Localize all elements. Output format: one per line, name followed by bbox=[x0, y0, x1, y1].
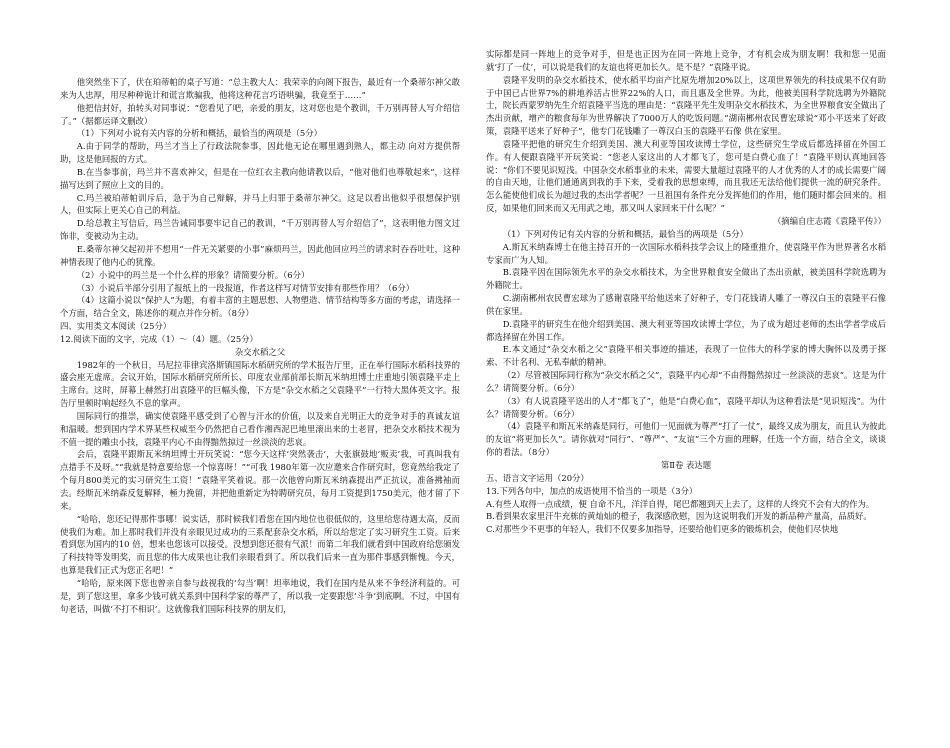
right-paragraph: B.看到果农家里汗牛充栋的黄灿灿的橙子，我深感欣慰，因为这说明我们开发的新品种产量高，品质好。 bbox=[486, 511, 872, 522]
right-paragraph: C.湖南郴州农民曹宏球为了感谢袁隆平给他送来了好种子，专门花钱请人雕了一尊汉白玉的袁隆平石像供在家里。 bbox=[486, 293, 886, 316]
right-paragraph: 五、语言文字运用（20分） bbox=[486, 472, 589, 483]
right-paragraph: （4）袁隆平和斯瓦米纳森是同行，可他们一见面就为尊严“打了一仗”，最终又成为朋友，而且认为彼此的友谊“将更加长久”。请你就对“同行”、“尊严”、“友谊”三个方面的理解，任选一个方面，结合全文，谈谈你的看法。（8分） bbox=[486, 421, 886, 458]
left-column bbox=[60, 0, 460, 748]
left-paragraph: 会后，袁隆平跟斯瓦米纳坦博士开玩笑说：“您今天这样‘突然袭击’，大张旗鼓地‘贩卖’我，可真叫我有点措手不及呀。”“我就是特意要给您一个惊喜呀！”“可我 1980年第一次应邀来合作研究时，您竟然给我定了个每月800美元的实习研究生工资！”袁隆平笑着说。那一次他曾向斯瓦米纳森提出严正抗议，准备拂袖而去。经斯瓦米纳森反复解释，極力挽留，并把他重新定为特聘研究员，每月工资提到1750美元，他才留了下来。 bbox=[60, 449, 460, 511]
right-paragraph: B.袁隆平因在国际领先水平的杂交水稻技术，为全世界粮食安全做出了杰出贡献，被美国科学院选聘为外籍院士。 bbox=[486, 267, 886, 291]
right-paragraph: C.对那些少不更事的年轻人，我们不仅要多加指导，还要给他们更多的锻炼机会，使他们尽快地 bbox=[486, 524, 839, 535]
right-paragraph: 实际都是同一阵地上的竞争对手，但是也正因为在同一阵地上竞争，才有机会成为朋友啊！我和您一见面就‘打了一仗’，可以说是我们的友谊也将更加长久。是不是？”袁隆平说。 bbox=[486, 49, 886, 72]
left-paragraph: D.给总教主写信后，玛兰告诫同事要牢记自己的教训，“千万别再替人写介绍信了”，这表明他力图文过饰非，变被动为主动。 bbox=[60, 218, 460, 242]
left-paragraph: 四、实用类文本阅读（25分） bbox=[60, 321, 172, 332]
right-paragraph: A.斯瓦米纳森博士在他主持召开的一次国际水稻科技学会议上的隆重推介，使袁隆平作为世界著名水稻专家而广为人知。 bbox=[486, 241, 886, 265]
left-paragraph: 他把信封好，拍转头对同事说：“您看见了吧，亲爱的朋友，这对您也是个教训，千万别再替人写介绍信了。”（据都运译文删改） bbox=[60, 102, 460, 126]
right-paragraph: 13.下列各句中，加点的成语使用不恰当的一项是（3分） bbox=[486, 485, 698, 496]
right-paragraph: 第Ⅱ卷 表达题 bbox=[660, 460, 712, 470]
right-paragraph: A.有些人取得一点成绩，便 自命不凡，洋洋自得，尾巴都翘到天上去了，这样的人终究不会有大的作为。 bbox=[486, 498, 875, 509]
left-paragraph: E.桑蒂尔神父起初并不想用“一件无关紧要的小事”麻烦玛兰，因此他回应玛兰的请求时吞吞吐吐，这种神情表现了他内心的犹豫。 bbox=[60, 243, 460, 267]
right-paragraph: （2）尽管被国际同行称为“杂交水稻之父”，袁隆平内心却“不由得黯然掠过一丝淡淡的悲哀”。这是为什么？请简要分析。（6分） bbox=[486, 370, 886, 393]
left-paragraph: 国际同行的推崇，确实使袁隆平感受到了心智与汗水的价值，以及来自光明正大的竞争对手的真诚友谊和温暖。想到国内学术界某些权威至今仍然把自己看作湘西泥巴地里滚出来的土老冒，把杂交水稻技术视为不值一提的雕虫小技，袁隆平内心不由得黯然掠过一丝淡淡的悲哀。 bbox=[60, 410, 460, 447]
left-paragraph: 12.阅读下面的文字，完成（1）～（4）题。（25分） bbox=[60, 333, 258, 344]
left-paragraph: “哈哈，原来阁下您也曾亲自参与歧视我的‘勾当’啊！坦率地说，我们在国内是从来不争经济利益的。可是，到了您这里，拿多少钱可就关系到中国科学家的尊严了，所以我一定要跟您‘斗争’到底啊。不过，中国有句老话，叫做‘不打不相识’。这就像我们国际科技界的朋友们， bbox=[60, 577, 460, 614]
left-paragraph: （4）这篇小说以“保护人”为题，有着丰富的主题思想、人物塑造、情节结构等多方面的考虑，请选择一个方面，结合全文，陈述你的观点并作分析。（8分） bbox=[60, 295, 460, 319]
right-paragraph: 袁隆平发明的杂交水稻技术，使水稻平均亩产比原先增加20%以上，这项世界领先的科技成果不仅有助于中国已占世界7%的耕地养活占世界22%的人口，而且惠及全世界。为此，他被美国科学院选聘为外籍院士，院长西蒙罗纳先生介绍袁隆平当选的理由是：“袁隆平先生发明杂交水稻技术，为全世界粮食安全做出了杰出贡献，增产的粮食每年为世界解决了7000万人的吃饭问题。”湖南郴州农民曹宏球说“邓小平送来了好政策，袁隆平送来了好种子”，他专门花钱雕了一尊汉白玉的袁隆平石像 供在家里。 bbox=[486, 74, 886, 137]
right-paragraph: 袁隆平把他的研究生介绍到美国、澳大利亚等国攻读博士学位，这些研究生学成后都选择留在外国工作。有人便跟袁隆平开玩笑说：“您老人家这出的人才都飞了，您可是白费心血了！”袁隆平则认真地回答说：“你们不要见识短浅。中国杂交水稻事业的未来，需要大量超过袁隆平的人才优秀的人才的成长需要广阔的自由天地，让他们通通离到我的手下来，受着我的思想束缚，而且我还无法给他们提供一流的研究条件。怎么能使他们成长为超过我的杰出学者呢？一旦祖国有条件充分发挥他们的作用，他们随时都会回来的。相反，如果他们回来而又无用武之地，那又叫人家回来干什么呢？” bbox=[486, 138, 886, 214]
left-paragraph: （1）下列对小说有关内容的分析和概括，最恰当的两项是（5分） bbox=[76, 128, 322, 139]
right-column bbox=[486, 0, 886, 720]
left-paragraph: （3）小说后半部分引用了报纸上的一段报道，作者这样写对情节安排有那些作用？（6分） bbox=[76, 282, 415, 293]
left-paragraph: 杂交水稻之父 bbox=[234, 346, 286, 357]
left-paragraph: “哈哈，您还记得那件事哪！说实话，那时候我们看您在国内地位也很低似的，这里给您待遇太高，反而使我们为难。加上那时我们并没有亲眼见过成功的三系配套杂交水稻，所以给您定了实习研究生工资。后来看到您为国内的10 倍，想来也您该可以接受。没想到您还很有气派！而第二年我们就看到中国政府给您颁发了科技特等发明奖，而且您的伟大成果也让我们亲眼看到了。所以我们后来一直为那件事感到惭愧。今天，也算是我们正式为您正名吧！” bbox=[60, 513, 460, 576]
left-paragraph: 1982年的一个秋日，马尼拉菲律宾洛斯镇国际水稻研究所的学术报告厅里，正在举行国际水稻科技界的盛会座无虚席。会议开始，国际水稻研究所所长、印度农业部前部长斯瓦米纳坦博士庄重地引领袁隆平走上主席台。这时，屏幕上赫然打出袁隆平的巨幅头像，下方是“杂交水稻之父袁隆平”一行特大黑体英文字。报告厅里顿时响起经久不息的掌声。 bbox=[60, 359, 460, 409]
left-paragraph: A.由于同学的帮助，玛兰才当上了行政法院参事，因此他无论在哪里遇到熟人，都主动 向对方提供帮助，这是他回报的方式。 bbox=[60, 141, 460, 165]
right-paragraph: （1）下列对传记有关内容的分析和概括，最恰当的两项是（5分） bbox=[502, 228, 748, 239]
left-paragraph: C.玛兰被珀蒂帕训斥后，急于为自己辩解，并马上归罪于桑蒂尔神父。这足以看出他似乎很想保护别人，但实际上更关心自己的利益。 bbox=[60, 192, 460, 216]
left-paragraph: B.在当参事前，玛兰并不喜欢神父，但是在一位红衣主教向他请教以后，“他对他们也尊敬起来”，这样描写达到了照应上文的目的。 bbox=[60, 166, 460, 190]
left-paragraph: 他突然坐下了，伏在珀蒂帕的桌子写道：“总主教大人：我荣幸的向阁下报告，最近有一个桑蒂尔神父敢来为人忠厚，用尽种种诡计和谎言欺骗我，他将这种花言巧语哄骗，我竟至于……” bbox=[60, 77, 460, 100]
right-paragraph: D.袁隆平的研究生在他介绍到美国、澳大利亚等国攻读博士学位，为了成为超过老师的杰出学者学成后都选择留在外国工作。 bbox=[486, 318, 886, 342]
right-paragraph: E.本文通过“杂交水稻之父”袁隆平相关事迹的描述，表现了一位伟大的科学家的博大胸怀以及勇于探索、不计名利、无私奉献的精神。 bbox=[486, 344, 886, 368]
left-paragraph: （2）小说中的玛兰是一个什么样的形象？请简要分析。（6分） bbox=[76, 269, 310, 280]
right-paragraph: （摘编自庄志霞《袁隆平传》） bbox=[772, 215, 886, 226]
right-paragraph: （3）有人说袁隆平送出的人才“都飞了”，他是“白费心血”，袁隆平却认为这种看法是“见识短浅”。为什么？请简要分析。（6分） bbox=[486, 395, 886, 419]
